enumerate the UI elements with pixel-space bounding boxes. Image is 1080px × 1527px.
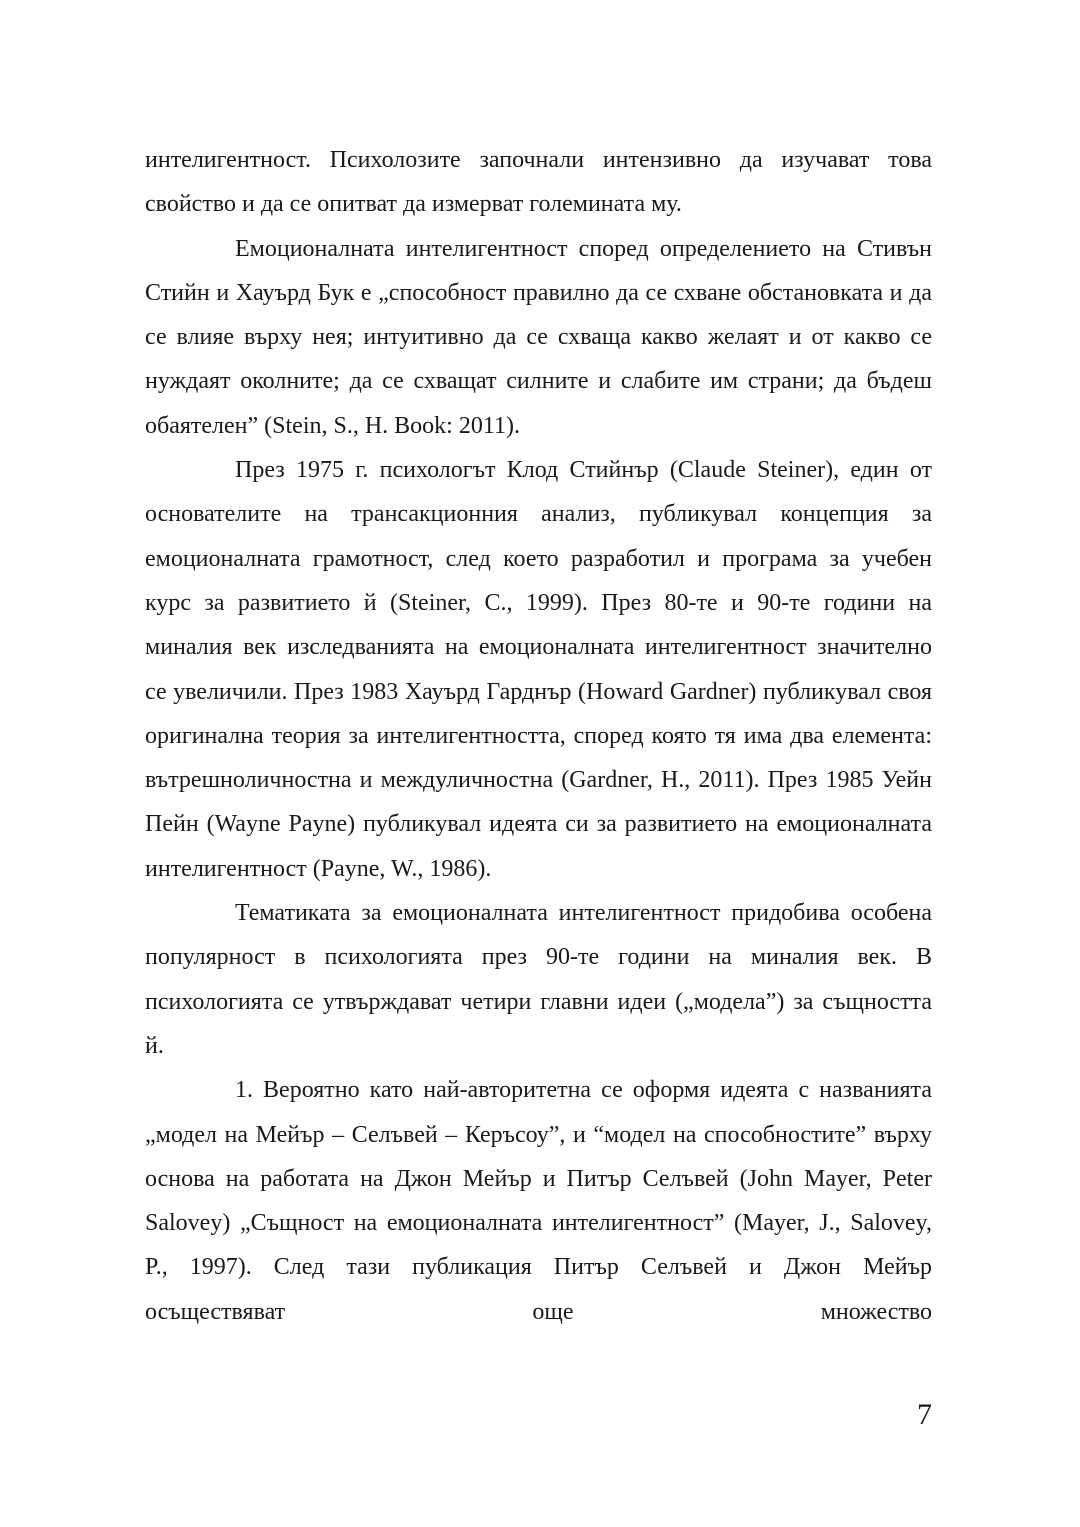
paragraph-1: интелигентност. Психолозите започнали интензивно да изучават това свойство и да се опитват да измерват големината му. bbox=[145, 147, 932, 218]
page-number: 7 bbox=[917, 1398, 932, 1431]
body-text bbox=[145, 138, 932, 1334]
paragraph-4: Тематиката за емоционалната интелигентност придобива особена популярност в психологията през 90-те години на миналия век. В психологията се утвърждават четири главни идеи („модела”) за същността й. bbox=[145, 900, 932, 1059]
paragraph-3: През 1975 г. психологът Клод Стийнър (Claude Steiner), един от основателите на трансакционния анализ, публикувал концепция за емоционалната грамотност, след което разработил и програма за учебен курс за развитието й (Steiner, C., 1999). През 80-те и 90-те години на миналия век изследванията на емоционалната интелигентност значително се увеличили. През 1983 Хауърд Гарднър (Howard Gardner) публикувал своя оригинална теория за интелигентността, според която тя има два елемента: вътрешноличностна и междуличностна (Gardner, H., 2011). През 1985 Уейн Пейн (Wayne Payne) публикувал идеята си за развитието на емоционалната интелигентност (Payne, W., 1986). bbox=[145, 457, 932, 882]
paragraph-5: 1. Вероятно като най-авторитетна се оформя идеята с названията „модел на Мейър – Селъвей – Керъсоу”, и “модел на способностите” върху основа на работата на Джон Мейър и Питър Селъвей (John Mayer, Peter Salovey) „Същност на емоционалната интелигентност” (Mayer, J., Salovey, P., 1997). След тази публикация Питър Селъвей и Джон Мейър осъществяват още множество bbox=[145, 1077, 932, 1325]
paragraph-2: Емоционалната интелигентност според определението на Стивън Стийн и Хауърд Бук е „способност правилно да се схване обстановката и да се влияе върху нея; интуитивно да се схваща какво желаят и от какво се нуждаят околните; да се схващат силните и слабите им страни; да бъдеш обаятелен” (Stein, S., H. Book: 2011). bbox=[145, 235, 932, 439]
